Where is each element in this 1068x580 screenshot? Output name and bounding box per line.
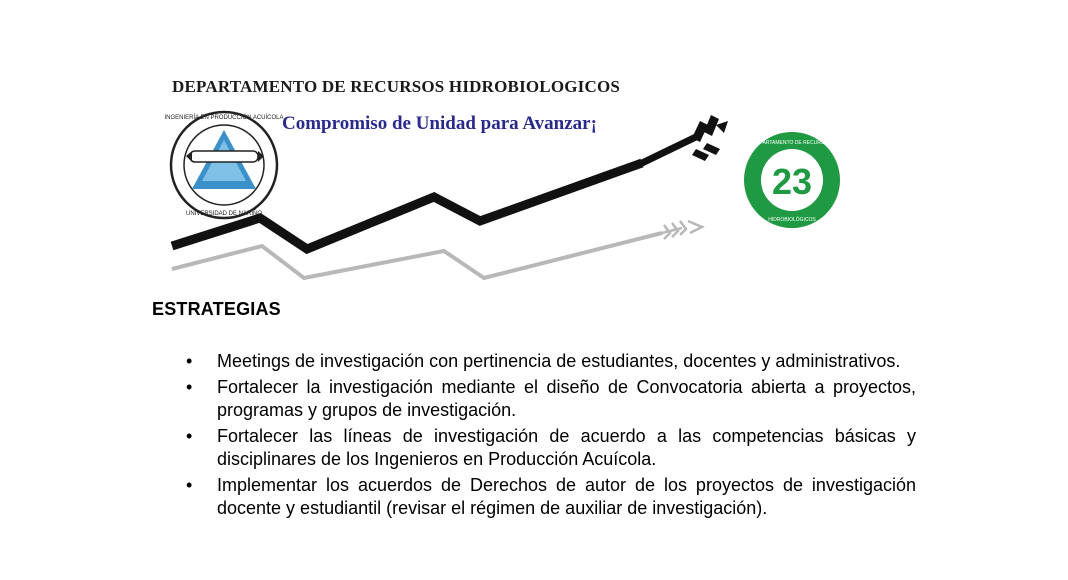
section-heading: ESTRATEGIAS (152, 299, 281, 319)
strategies-list (186, 350, 916, 523)
svg-text:DEPARTAMENTO DE RECURSOS: DEPARTAMENTO DE RECURSOS (752, 140, 832, 146)
banner-graphic (152, 63, 860, 295)
list-item (186, 474, 916, 520)
department-title: DEPARTAMENTO DE RECURSOS HIDROBIOLOGICOS (172, 77, 621, 96)
svg-text:23: 23 (771, 161, 813, 202)
list-item-text: Implementar los acuerdos de Derechos de autor de los proyectos de investigación docente y estudiantil (revisar el régimen de auxiliar de investigación). (217, 475, 916, 518)
list-item-text: Meetings de investigación con pertinencia de estudiantes, docentes y administrativos. (217, 351, 901, 371)
bullet-icon: • (186, 351, 193, 371)
list-item (186, 376, 916, 422)
slogan-text: Compromiso de Unidad para Avanzar¡ (282, 113, 597, 134)
svg-text:HIDROBIOLÓGICOS: HIDROBIOLÓGICOS (768, 217, 816, 223)
black-arrow-feathers (692, 115, 728, 161)
department-23-seal-icon (744, 132, 840, 228)
list-item (186, 425, 916, 471)
grey-trend-arrow (172, 233, 662, 278)
bullet-icon: • (186, 377, 193, 397)
header-banner (152, 63, 860, 295)
bullet-icon: • (186, 475, 193, 495)
svg-text:UNIVERSIDAD DE NARIÑO: UNIVERSIDAD DE NARIÑO (185, 211, 263, 217)
university-seal-icon (164, 112, 283, 218)
black-arrow-shaft (640, 135, 700, 164)
list-item-text: Fortalecer la investigación mediante el diseño de Convocatoria abierta a proyectos, programas y grupos de investigación. (217, 377, 916, 420)
list-item (186, 350, 916, 373)
bullet-icon: • (186, 426, 193, 446)
svg-text:INGENIERÍA EN PRODUCCIÓN ACUÍC: INGENIERÍA EN PRODUCCIÓN ACUÍCOLA (164, 115, 284, 121)
grey-arrow-feathers (662, 221, 702, 239)
list-item-text: Fortalecer las líneas de investigación de acuerdo a las competencias básicas y disciplinares de los Ingenieros en Producción Acuícola. (217, 426, 916, 469)
